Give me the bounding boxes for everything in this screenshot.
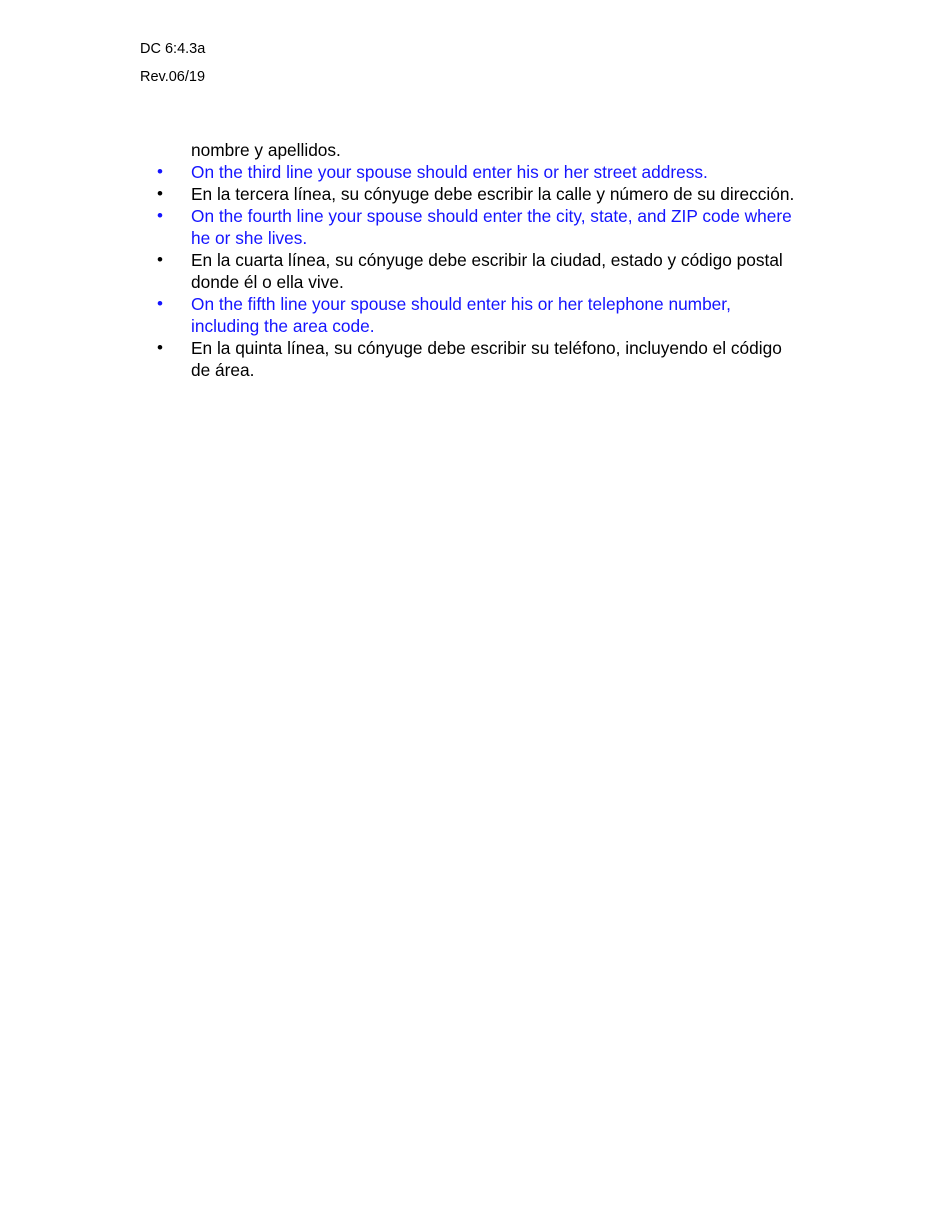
list-item	[155, 337, 795, 381]
list-item-text: On the fourth line your spouse should enter the city, state, and ZIP code where he or she lives.	[191, 206, 792, 248]
bullet-icon: •	[157, 338, 163, 357]
instruction-list	[155, 161, 795, 381]
list-item	[155, 205, 795, 249]
list-item	[155, 293, 795, 337]
document-header	[140, 40, 205, 86]
list-item	[155, 183, 795, 205]
list-item-text: En la quinta línea, su cónyuge debe escribir su teléfono, incluyendo el código de área.	[191, 338, 782, 380]
instructions-body	[155, 139, 795, 381]
bullet-icon: •	[157, 294, 163, 313]
list-item	[155, 161, 795, 183]
list-item-text: En la cuarta línea, su cónyuge debe escribir la ciudad, estado y código postal donde él o ella vive.	[191, 250, 783, 292]
list-item-text: On the third line your spouse should enter his or her street address.	[191, 162, 708, 182]
continuation-text: nombre y apellidos.	[191, 140, 341, 160]
bullet-icon: •	[157, 162, 163, 181]
form-code: DC 6:4.3a	[140, 41, 206, 57]
bullet-icon: •	[157, 184, 163, 203]
list-item-text: On the fifth line your spouse should enter his or her telephone number, including the area code.	[191, 294, 731, 336]
list-item	[155, 249, 795, 293]
revision-label: Rev.06/19	[140, 69, 206, 85]
bullet-icon: •	[157, 250, 163, 269]
list-item-text: En la tercera línea, su cónyuge debe escribir la calle y número de su dirección.	[191, 184, 795, 204]
bullet-icon: •	[157, 206, 163, 225]
